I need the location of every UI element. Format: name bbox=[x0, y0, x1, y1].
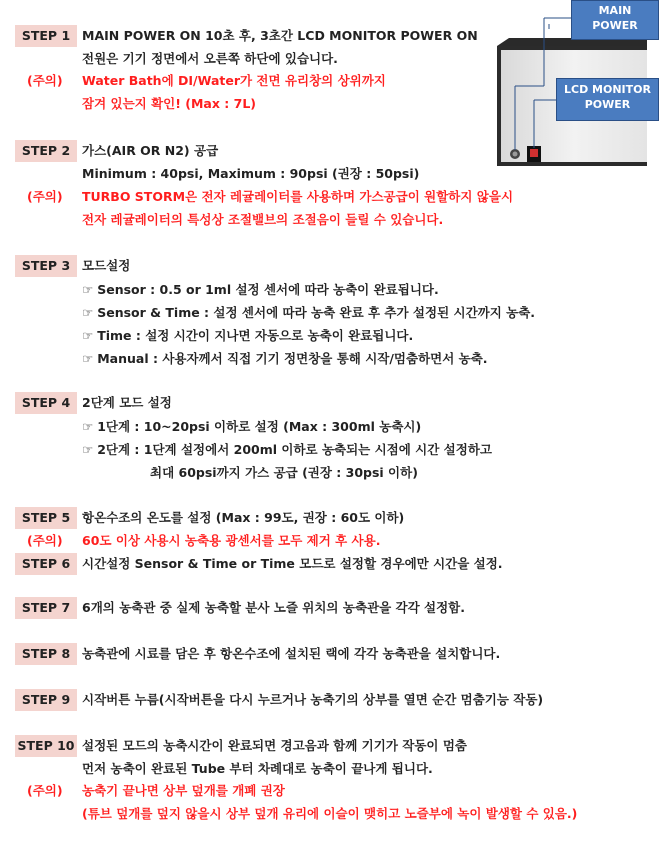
step-6-line-1: 시간설정 Sensor & Time or Time 모드로 설정할 경우에만 시간을 설정. bbox=[82, 556, 503, 571]
step-2-caution-label: (주의) bbox=[27, 189, 63, 204]
step-8-line-1: 농축관에 시료를 담은 후 항온수조에 설치된 랙에 각각 농축관을 설치합니다. bbox=[82, 646, 501, 661]
step-1-badge: STEP 1 bbox=[15, 25, 77, 47]
step-2-badge: STEP 2 bbox=[15, 140, 77, 162]
step-1-caution-line-2: 잠겨 있는지 확인! (Max : 7L) bbox=[82, 96, 257, 111]
step-9-badge: STEP 9 bbox=[15, 689, 77, 711]
step-9-line-1: 시작버튼 누름(시작버튼을 다시 누르거나 농축기의 상부를 열면 순간 멈춤기능 작동) bbox=[82, 692, 544, 707]
step-3-bullet-2-text: Sensor & Time : 설정 센서에 따라 농축 완료 후 추가 설정된 시간까지 농축. bbox=[97, 305, 536, 320]
step-1-line-1: MAIN POWER ON 10초 후, 3초간 LCD MONITOR POWER ON bbox=[82, 28, 478, 43]
step-3-bullet-3 bbox=[82, 327, 413, 345]
step-3-bullet-1 bbox=[82, 281, 439, 299]
step-3-line-1: 모드설정 bbox=[82, 258, 131, 273]
step-4-continuation: 최대 60psi까지 가스 공급 (권장 : 30psi 이하) bbox=[150, 465, 418, 480]
main-power-callout-line-1: MAIN bbox=[598, 4, 632, 17]
step-3-bullet-1-text: Sensor : 0.5 or 1ml 설정 센서에 따라 농축이 완료됩니다. bbox=[97, 282, 439, 297]
step-10-caution-line-2: (튜브 덮개를 덮지 않을시 상부 덮개 유리에 이슬이 맺히고 노즐부에 녹이 발생할 수 있음.) bbox=[82, 806, 578, 821]
pointing-hand-icon: ☞ bbox=[82, 305, 94, 320]
step-8-badge: STEP 8 bbox=[15, 643, 77, 665]
pointing-hand-icon: ☞ bbox=[82, 442, 94, 457]
step-2-caution-line-2: 전자 레귤레이터의 특성상 조절밸브의 조절음이 들릴 수 있습니다. bbox=[82, 212, 444, 227]
callout-leader-lines bbox=[500, 0, 663, 170]
step-1-caution-label: (주의) bbox=[27, 73, 63, 88]
step-4-bullet-1-text: 1단계 : 10~20psi 이하로 설정 (Max : 300ml 농축시) bbox=[97, 419, 422, 434]
step-4-bullet-2 bbox=[82, 441, 492, 459]
step-6-badge: STEP 6 bbox=[15, 553, 77, 575]
step-4-badge: STEP 4 bbox=[15, 392, 77, 414]
step-7-badge: STEP 7 bbox=[15, 597, 77, 619]
pointing-hand-icon: ☞ bbox=[82, 351, 94, 366]
step-1-caution-line-1: Water Bath에 DI/Water가 전면 유리창의 상위까지 bbox=[82, 73, 386, 88]
step-10-caution-label: (주의) bbox=[27, 783, 63, 798]
step-3-bullet-4-text: Manual : 사용자께서 직접 기기 정면창을 통해 시작/멈춤하면서 농축. bbox=[97, 351, 488, 366]
step-5-badge: STEP 5 bbox=[15, 507, 77, 529]
step-5-caution-line-1: 60도 이상 사용시 농축용 광센서를 모두 제거 후 사용. bbox=[82, 533, 381, 548]
pointing-hand-icon: ☞ bbox=[82, 419, 94, 434]
step-7-line-1: 6개의 농축관 중 실제 농축할 분사 노즐 위치의 농축관을 각각 설정함. bbox=[82, 600, 465, 615]
pointing-hand-icon: ☞ bbox=[82, 282, 94, 297]
lcd-callout-line-2: POWER bbox=[584, 98, 631, 111]
step-2-caution-line-1: TURBO STORM은 전자 레귤레이터를 사용하며 가스공급이 원할하지 않을시 bbox=[82, 189, 514, 204]
step-3-bullet-2 bbox=[82, 304, 535, 322]
step-4-bullet-1 bbox=[82, 418, 421, 436]
step-2-line-1: 가스(AIR OR N2) 공급 bbox=[82, 143, 219, 158]
step-1-line-2: 전원은 기기 정면에서 오른쪽 하단에 있습니다. bbox=[82, 51, 338, 66]
step-4-bullet-2-text: 2단계 : 1단계 설정에서 200ml 이하로 농축되는 시점에 시간 설정하고 bbox=[97, 442, 492, 457]
step-5-line-1: 항온수조의 온도를 설정 (Max : 99도, 권장 : 60도 이하) bbox=[82, 510, 405, 525]
step-10-line-1: 설정된 모드의 농축시간이 완료되면 경고음과 함께 기기가 작동이 멈춤 bbox=[82, 738, 467, 753]
step-4-line-1: 2단계 모드 설정 bbox=[82, 395, 172, 410]
pointing-hand-icon: ☞ bbox=[82, 328, 94, 343]
lcd-callout-line-1: LCD MONITOR bbox=[564, 83, 651, 96]
step-3-bullet-4 bbox=[82, 350, 488, 368]
step-3-bullet-3-text: Time : 설정 시간이 지나면 자동으로 농축이 완료됩니다. bbox=[97, 328, 414, 343]
step-5-caution-label: (주의) bbox=[27, 533, 63, 548]
step-10-caution-line-1: 농축기 끝나면 상부 덮개를 개폐 권장 bbox=[82, 783, 285, 798]
step-3-badge: STEP 3 bbox=[15, 255, 77, 277]
step-10-badge: STEP 10 bbox=[15, 735, 77, 757]
main-power-callout-line-2: POWER bbox=[592, 19, 638, 32]
step-10-line-2: 먼저 농축이 완료된 Tube 부터 차례대로 농축이 끝나게 됩니다. bbox=[82, 761, 433, 776]
step-2-line-2: Minimum : 40psi, Maximum : 90psi (권장 : 50psi) bbox=[82, 166, 420, 181]
